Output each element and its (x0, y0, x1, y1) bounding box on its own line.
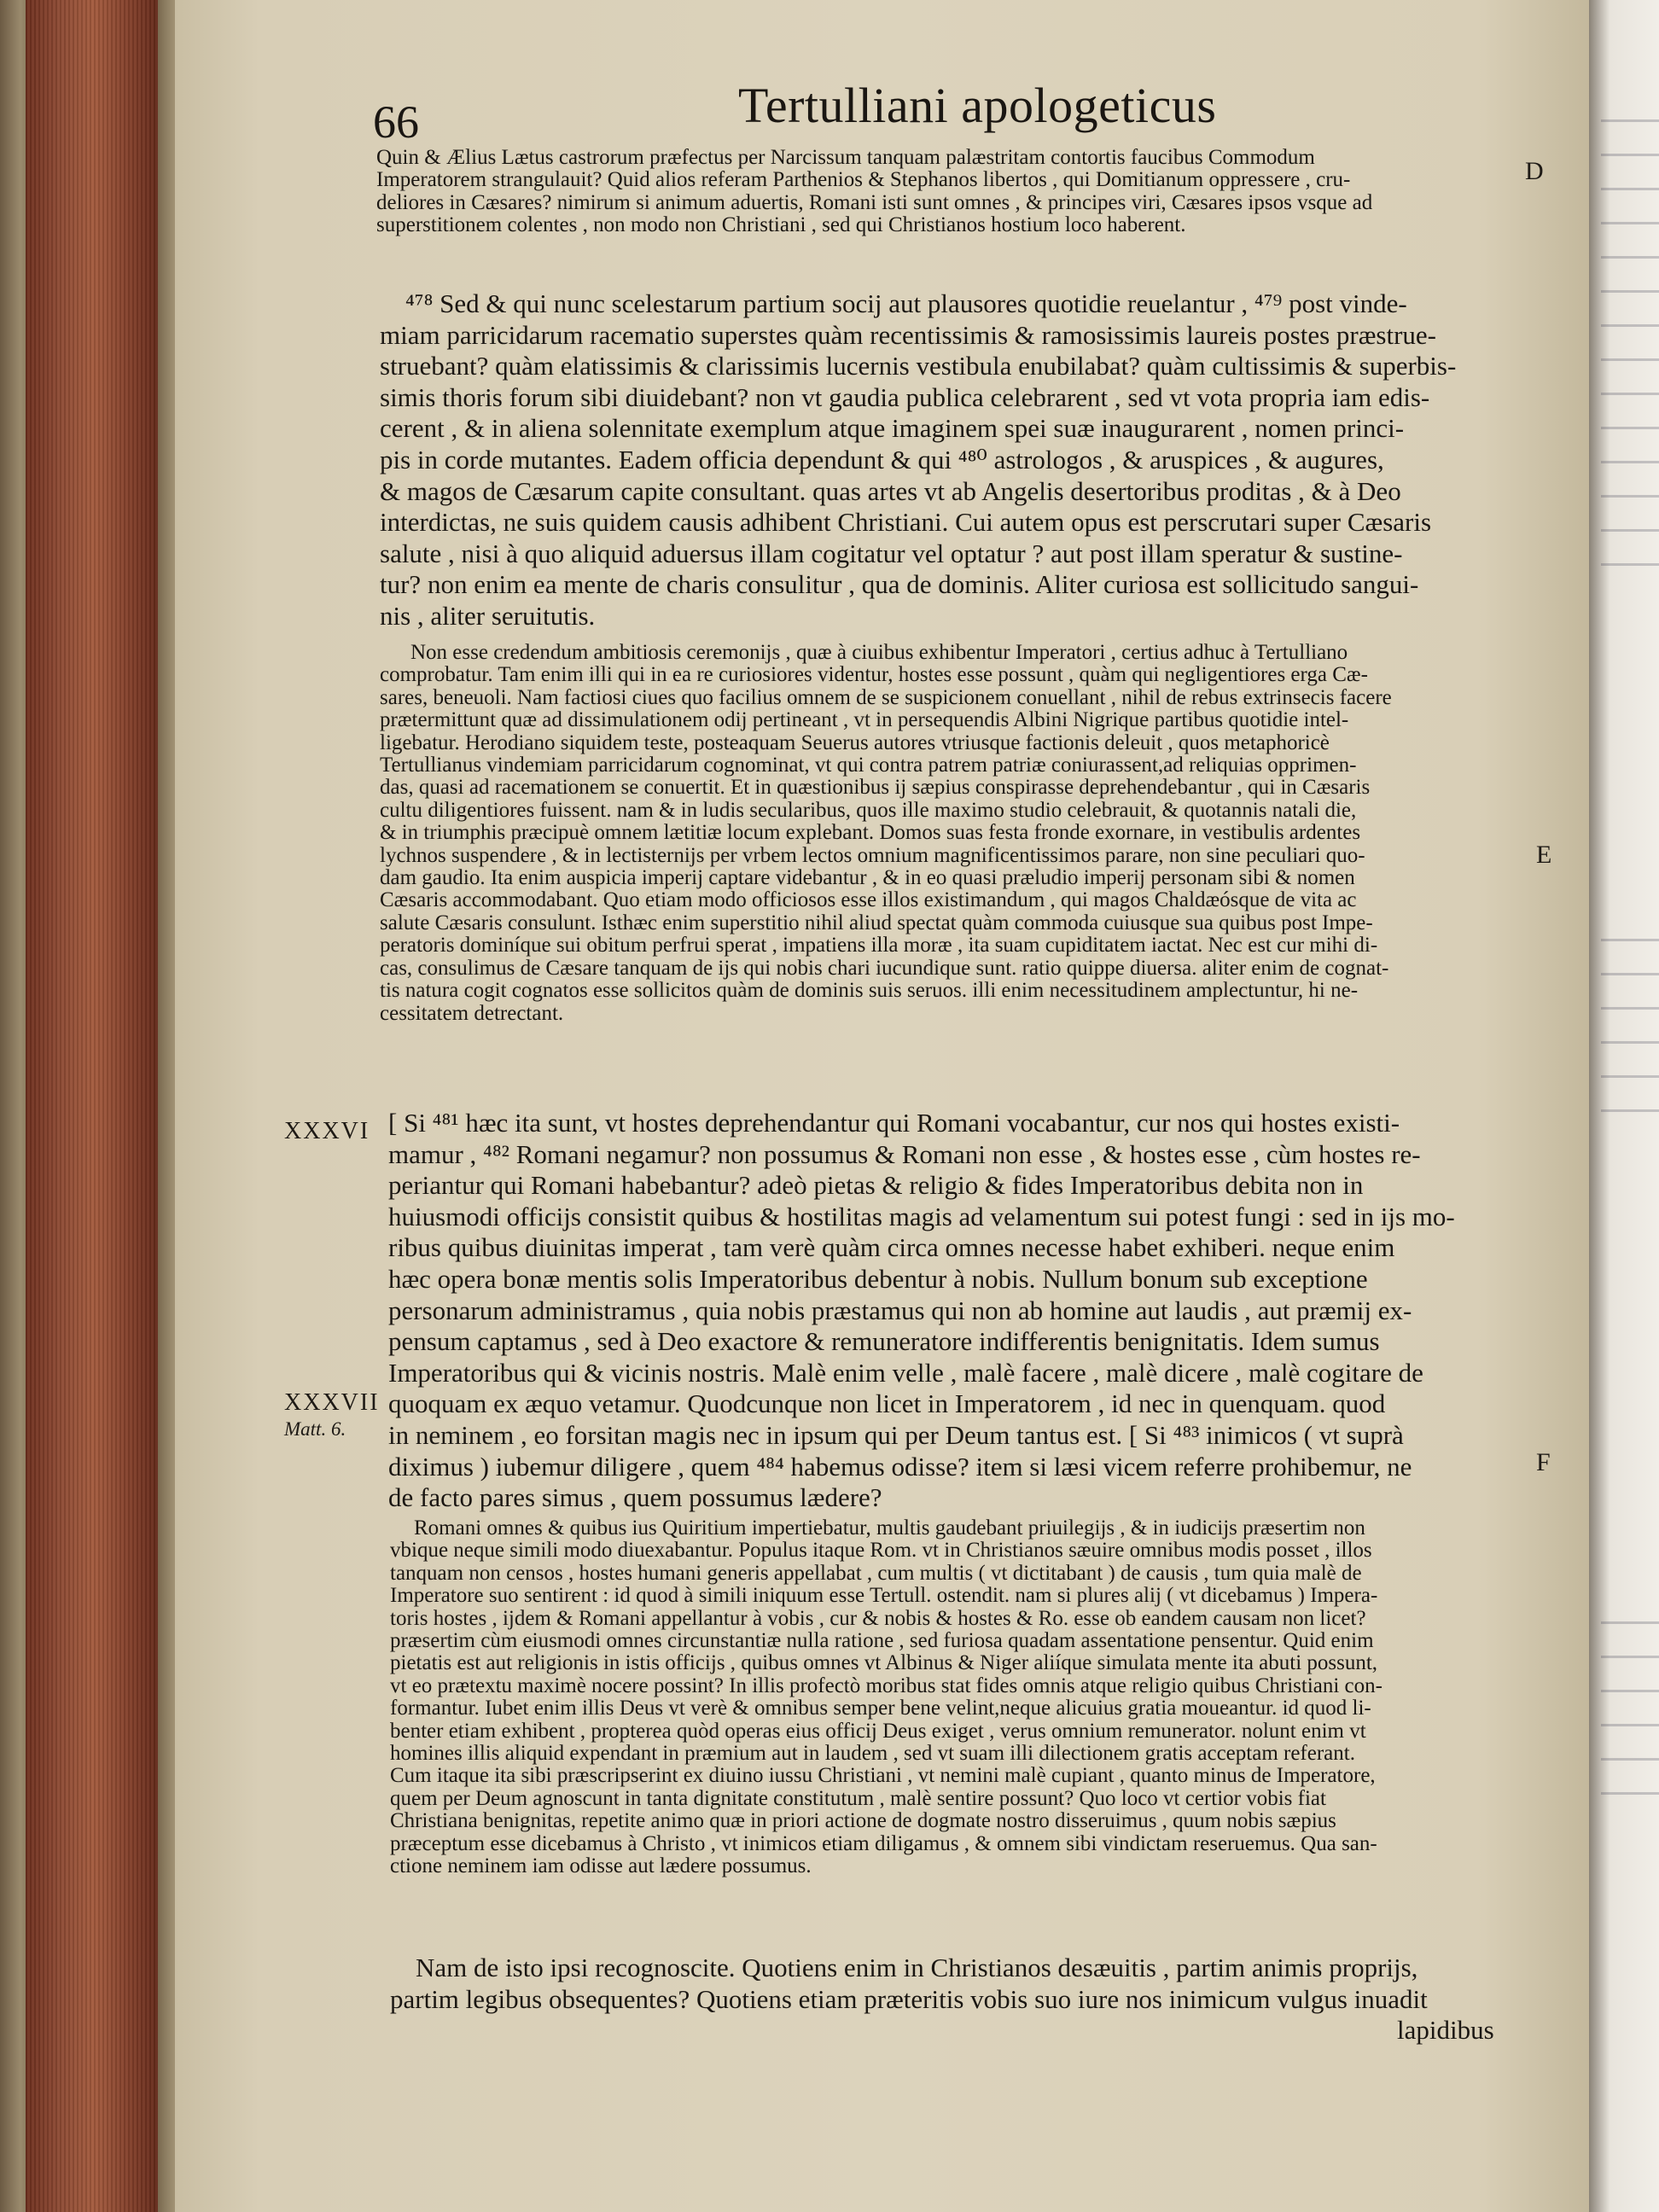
main-text-block-1 (380, 288, 1457, 632)
text-line: interdictas, ne suis quidem causis adhibent Christiani. Cui autem opus est perscrutari super Cæsaris (380, 507, 1432, 538)
text-line: & magos de Cæsarum capite consultant. quas artes vt ab Angelis desertoribus proditas , & à Deo (380, 475, 1401, 506)
text-line: miam parricidarum racematio superstes quàm recentissimis & ramosissimis laureis postes præstrue- (380, 319, 1436, 350)
text-line: ⁴⁷⁸ Sed & qui nunc scelestarum partium socij aut plausores quotidie reuelantur , ⁴⁷⁹ post vinde- (405, 288, 1407, 318)
text-line: tur? non enim ea mente de charis consulitur , qua de dominis. Aliter curiosa est sollicitudo sangui- (380, 569, 1419, 600)
text-line: [ Si ⁴⁸¹ hæc ita sunt, vt hostes deprehendantur qui Romani vocabantur, cur nos qui hostes existi- (388, 1108, 1400, 1138)
text-line: ctione neminem iam odisse aut lædere possumus. (390, 1854, 812, 1878)
catchword: lapidibus (1397, 2015, 1494, 2046)
text-line: diximus ) iubemur diligere , quem ⁴⁸⁴ habemus odisse? item si læsi vicem referre prohibemur, ne (388, 1451, 1412, 1481)
text-line: Christiana benignitas, repetite animo quæ in priori actione de dogmate nostro disseruimus , quum nobis sæpius (390, 1809, 1336, 1833)
text-line: Non esse credendum ambitiosis ceremonijs , quæ à ciuibus exhibentur Imperatori , certius adhuc à Tertulliano (410, 641, 1348, 664)
page-content (175, 0, 1592, 2212)
text-line: Nam de isto ipsi recognoscite. Quotiens enim in Christianos desæuitis , partim animis proprijs, (416, 1953, 1418, 1982)
margin-scripture-ref: Matt. 6. (284, 1418, 346, 1440)
text-line: pietatis est aut religionis in istis officijs , quibus omnes vt Albinus & Niger aliíque simulata mente ita abuti possunt, (390, 1651, 1378, 1675)
text-line: superstitionem colentes , non modo non Christiani , sed qui Christianos hostium loco haberent. (376, 213, 1186, 237)
text-line: Quin & Ælius Lætus castrorum præfectus per Narcissum tanquam palæstritam contortis faucibus Commodum (376, 146, 1315, 169)
text-line: toris hostes , ijdem & Romani appellantur à vobis , cur & nobis & hostes & Ro. esse ob eandem causam non licet? (390, 1606, 1366, 1630)
text-line: personarum administramus , quia nobis præstamus qui non ab homine aut laudis , aut præmij ex- (388, 1295, 1412, 1325)
text-line: formantur. Iubet enim illis Deus vt verè & omnibus semper bene velint,neque alicuius gratia moueantur. id quod li- (390, 1697, 1371, 1720)
text-line: tis natura cogit cognatos esse sollicitos quàm de dominis suis seruos. illi enim necessitudinem amplectuntur, hi ne- (380, 979, 1359, 1003)
text-line: & in triumphis præcipuè omnem lætitiæ locum explebant. Domos suas festa fronde exornare, in vestibulis ardentes (380, 821, 1361, 845)
text-line: homines illis aliquid expendant in præmium aut in laudem , sed vt suam illi dilectionem gratis acceptam referant. (390, 1742, 1355, 1766)
text-line: de facto pares simus , quem possumus lædere? (388, 1482, 882, 1513)
text-line: prætermittunt quæ ad dissimulationem odij pertineant , vt in persequendis Albini Nigrique partibus quotidie intel- (380, 708, 1349, 732)
chapter-marker-37: XXXVII (284, 1389, 380, 1416)
text-line: Cum itaque ita sibi præscripserint ex diuino iussu Christiani , vt nemini malè cupiant , quanto minus de Imperatore, (390, 1764, 1376, 1788)
text-line: cessitatem detrectant. (380, 1001, 564, 1025)
text-line: hæc opera bonæ mentis solis Imperatoribus debentur à nobis. Nullum bonum sub exceptione (388, 1263, 1368, 1294)
text-line: partim legibus obsequentes? Quotiens etiam præteritis vobis suo iure nos inimicum vulgus inuadit (390, 1983, 1428, 2014)
text-line: Romani omnes & quibus ius Quiritium impertiebatur, multis gaudebant priuilegijs , & in iudicijs præsertim non (414, 1516, 1365, 1540)
text-line: Cæsaris accommodabant. Quo etiam modo officiosos esse illos existimandum , qui magos Chaldæósque de vita ac (380, 888, 1357, 912)
text-line: tanquam non censos , hostes humani generis appellabat , cum multis ( vt dictitabant ) de causis , tum quia malè de (390, 1561, 1362, 1585)
text-line: Imperatorem strangulauit? Quid alios referam Parthenios & Stephanos libertos , qui Domitianum oppressere , cru- (376, 168, 1351, 192)
text-line: cerent , & in aliena solennitate exemplum atque imaginem spei suæ inaugurarent , nomen princi- (380, 413, 1405, 444)
text-line: nis , aliter seruitutis. (380, 600, 596, 631)
text-line: ribus quibus diuinitas imperat , tam verè quàm circa omnes necesse habet exhiberi. neque enim (388, 1232, 1395, 1263)
margin-letter-d: D (1525, 157, 1544, 185)
margin-letter-f: F (1536, 1448, 1551, 1476)
text-line: periantur qui Romani habebantur? adeò pietas & religio & fides Imperatoribus debita non in (388, 1170, 1364, 1201)
text-line: pensum captamus , sed à Deo exactore & remuneratore indifferentis benignitatis. Idem sumus (388, 1326, 1380, 1357)
page-number: 66 (373, 96, 419, 148)
margin-letter-e: E (1536, 841, 1552, 869)
text-line: Imperatore suo sentirent : id quod à simili iniquum esse Tertull. ostendit. nam si plures alij ( vt dicebamus ) Impera- (390, 1584, 1378, 1608)
main-text-block-3 (390, 1953, 1494, 2046)
text-line: comprobatur. Tam enim illi qui in ea re curiosiores videntur, hostes esse possunt , quàm qui negligentiores erga Cæ- (380, 663, 1368, 687)
book-page (175, 0, 1592, 2212)
text-line: lychnos suspendere , & in lectisternijs per vrbem lectos omnium magnificentissimos parare, non sine peculiari quo- (380, 843, 1365, 867)
commentary-block-2 (380, 642, 1392, 1025)
text-line: salute Cæsaris consulunt. Isthæc enim superstitio nihil aliud spectat quàm commoda cuiusque sua quibus post Impe- (380, 911, 1373, 934)
text-line: benter etiam exhibent , propterea quòd operas eius officij Deus exiget , verus omnium remunerator. nolunt enim vt (390, 1719, 1366, 1743)
text-line: salute , nisi à quo aliquid aduersus illam cogitatur vel optatur ? aut post illam speratur & sustine- (380, 538, 1403, 568)
chapter-marker-36: XXXVI (284, 1118, 370, 1144)
text-line: deliores in Cæsares? nimirum si animum aduertis, Romani isti sunt omnes , & principes viri, Cæsares ipsos vsque ad (376, 190, 1373, 214)
page-block-edge (26, 0, 162, 2212)
text-line: quem per Deum agnoscunt in tanta dignitate constitutum , malè sentire possunt? Quo loco vt certior vobis fiat (390, 1786, 1326, 1810)
text-line: das, quasi ad racemationem se conuertit. Et in quæstionibus ij sæpius conspirasse deprehendebantur , qui in Cæsaris (380, 776, 1371, 800)
text-line: ligebatur. Herodiano siquidem teste, posteaquam Seuerus autores vtriusque factionis deleuit , quos metaphoricè (380, 731, 1330, 754)
text-line: simis thoris forum sibi diuidebant? non vt gaudia publica celebrarent , sed vt vota propria iam edis- (380, 381, 1430, 412)
text-line: quoquam ex æquo vetamur. Quodcunque non licet in Imperatorem , id nec in quenquam. quod (388, 1388, 1386, 1419)
commentary-block-1 (376, 147, 1372, 237)
text-line: huiusmodi officijs consistit quibus & hostilitas magis ad velamentum sui potest fungi : sed in ijs mo- (388, 1201, 1455, 1231)
text-line: vt eo prætextu maximè nocere possint? In illis profectò moribus stat fides omnis atque religio quibus Christiani con- (390, 1674, 1382, 1697)
text-line: pis in corde mutantes. Eadem officia dependunt & qui ⁴⁸⁰ astrologos , & aruspices , & augures, (380, 444, 1384, 474)
main-text-block-2 (388, 1108, 1455, 1514)
text-line: in neminem , eo forsitan magis nec in ipsum qui per Deum tantus est. [ Si ⁴⁸³ inimicos ( vt suprà (388, 1419, 1404, 1450)
text-line: Imperatoribus qui & vicinis nostris. Malè enim velle , malè facere , malè dicere , malè cogitare de (388, 1357, 1423, 1388)
facing-page-edge (1589, 0, 1659, 2212)
text-line: peratoris dominíque sui obitum perfrui sperat , impatiens illa moræ , ita suam cupiditatem iactat. Nec est cur mihi di- (380, 934, 1378, 958)
text-line: struebant? quàm elatissimis & clarissimis lucernis vestibula enubilabat? quàm cultissimis & superbis- (380, 351, 1457, 381)
commentary-block-3 (390, 1517, 1382, 1878)
text-line: dam gaudio. Ita enim auspicia imperij captare videbantur , & in eo quasi præludio imperij personam sibi & nomen (380, 866, 1355, 890)
text-line: Tertullianus vindemiam parricidarum cognominat, vt qui contra patrem patriæ coniurassent,ad reliquias opprimen- (380, 754, 1357, 777)
text-line: cultu diligentiores fuissent. nam & in ludis secularibus, quos ille maximo studio celebrauit, & quotannis natali die, (380, 798, 1357, 822)
text-line: præceptum esse dicebamus à Christo , vt inimicos etiam diligamus , & omnem sibi vindictam reseruemus. Qua san- (390, 1831, 1377, 1855)
text-line: vbique neque simili modo diuexabantur. Populus itaque Rom. vt in Christianos sæuire omnibus modis posset , illos (390, 1539, 1372, 1563)
text-line: mamur , ⁴⁸² Romani negamur? non possumus & Romani non esse , & hostes esse , cùm hostes re- (388, 1138, 1421, 1169)
running-head: Tertulliani apologeticus (738, 78, 1217, 133)
text-line: cas, consulimus de Cæsare tanquam de ijs qui nobis chari iucundique sunt. ratio quippe diuersa. aliter enim de cognat- (380, 956, 1389, 980)
text-line: præsertim cùm eiusmodi omnes circunstantiæ nulla ratione , sed furiosa quadam assentatione pensentur. Quid enim (390, 1629, 1374, 1653)
text-line: sares, beneuoli. Nam factiosi ciues quo facilius omnem de se suspicionem conuellant , nihil de rebus extrinsecis facere (380, 685, 1392, 709)
